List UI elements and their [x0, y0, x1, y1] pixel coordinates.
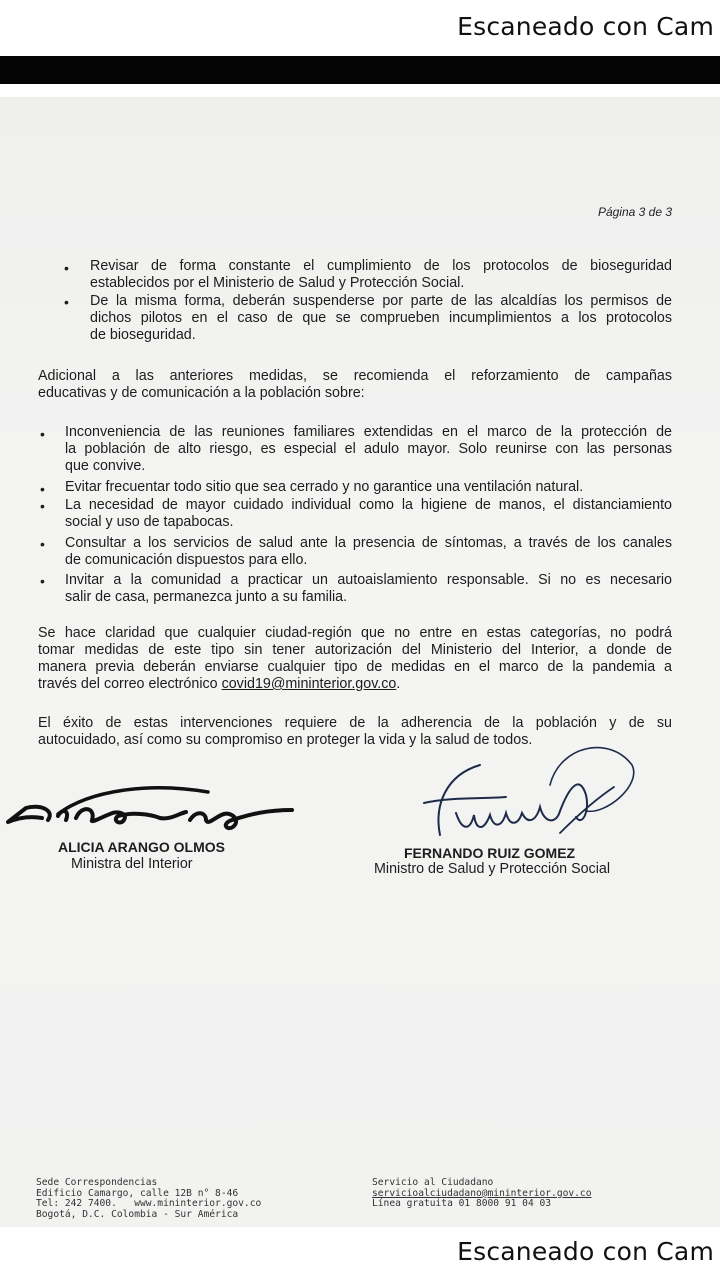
signatory-right-role: Ministro de Salud y Protección Social	[374, 861, 611, 877]
signatory-left-name: ALICIA ARANGO OLMOS	[58, 839, 225, 855]
list-item-line: salir de casa, permanezca junto a su familia.	[65, 589, 348, 605]
paragraph-line: Se hace claridad que cualquier ciudad-región que no entre en estas categorías, no podrá	[38, 625, 672, 641]
page-number: Página 3 de 3	[597, 205, 672, 219]
bullet-dot: •	[40, 481, 45, 497]
footer-line: Tel: 242 7400. www.mininterior.gov.co	[36, 1198, 262, 1209]
scan-black-border	[0, 56, 720, 84]
footer-citizen-service	[372, 1178, 592, 1210]
scanner-top-bar	[0, 0, 720, 56]
signatory-right-name: FERNANDO RUIZ GOMEZ	[404, 845, 576, 861]
paragraph-line: manera previa deberán enviarse cualquier tipo de medidas en el marco de la pandemia a	[38, 659, 672, 675]
scanner-watermark: Escaneado con Cam	[457, 1237, 714, 1266]
footer-line: Edificio Camargo, calle 12B n° 8-46	[36, 1187, 239, 1199]
paragraph-line	[38, 676, 672, 693]
list-item-line: De la misma forma, deberán suspenderse por parte de las alcaldías los permisos de	[90, 293, 672, 309]
bullet-dot: •	[64, 294, 69, 310]
list-item-line: que convive.	[65, 458, 146, 474]
list-item-line: Consultar a los servicios de salud ante la presencia de síntomas, a través de los canales	[65, 535, 672, 551]
list-item-line: Inconveniencia de las reuniones familiares extendidas en el marco de la protección de	[65, 424, 672, 440]
paragraph-line: educativas y de comunicación a la población sobre:	[38, 385, 365, 401]
list-item-line: dichos pilotos en el caso de que se comprueben incumplimientos a los protocolos	[90, 310, 672, 326]
paragraph-line: El éxito de estas intervenciones requiere de la adherencia de la población y de su	[38, 715, 672, 731]
footer-line: Línea gratuita 01 8000 91 04 03	[372, 1198, 552, 1209]
footer-email-link[interactable]: servicioalciudadano@mininterior.gov.co	[372, 1187, 592, 1199]
list-item-line: Invitar a la comunidad a practicar un autoaislamiento responsable. Si no es necesario	[65, 572, 672, 588]
list-item-line: establecidos por el Ministerio de Salud y Protección Social.	[90, 275, 465, 291]
list-item-line: La necesidad de mayor cuidado individual como la higiene de manos, el distanciamiento	[65, 497, 672, 513]
list-item-line: social y uso de tapabocas.	[65, 514, 234, 530]
paragraph-line: tomar medidas de este tipo sin tener autorización del Ministerio del Interior, a donde de	[38, 642, 672, 658]
bullet-dot: •	[64, 260, 69, 276]
list-item-line: la población de alto riesgo, es especial el adulo mayor. Solo reunirse con las personas	[65, 441, 672, 457]
list-item-line: Evitar frecuentar todo sitio que sea cerrado y no garantice una ventilación natural.	[65, 479, 584, 495]
footer-line: Bogotá, D.C. Colombia - Sur América	[36, 1208, 239, 1220]
list-item-line: de bioseguridad.	[90, 327, 196, 343]
list-item-line: Revisar de forma constante el cumplimiento de los protocolos de bioseguridad	[90, 258, 672, 274]
bullet-dot: •	[40, 498, 45, 514]
footer-line: Sede Correspondencias	[36, 1177, 158, 1188]
signatory-left-role: Ministra del Interior	[71, 856, 193, 872]
footer-address	[36, 1178, 261, 1220]
paragraph-text: través del correo electrónico	[38, 676, 222, 692]
paragraph-line: Adicional a las anteriores medidas, se recomienda el reforzamiento de campañas	[38, 368, 672, 384]
email-link[interactable]: covid19@mininterior.gov.co	[221, 676, 397, 692]
list-item-line: de comunicación dispuestos para ello.	[65, 552, 308, 568]
bullet-dot: •	[40, 536, 45, 552]
bullet-dot: •	[40, 426, 45, 442]
scanner-watermark: Escaneado con Cam	[457, 12, 714, 41]
signature-left	[0, 780, 300, 840]
paragraph-text: .	[396, 676, 401, 692]
bullet-dot: •	[40, 573, 45, 589]
signature-right	[410, 735, 640, 845]
paragraph-line: autocuidado, así como su compromiso en proteger la vida y la salud de todos.	[38, 732, 533, 748]
footer-line: Servicio al Ciudadano	[372, 1177, 494, 1188]
